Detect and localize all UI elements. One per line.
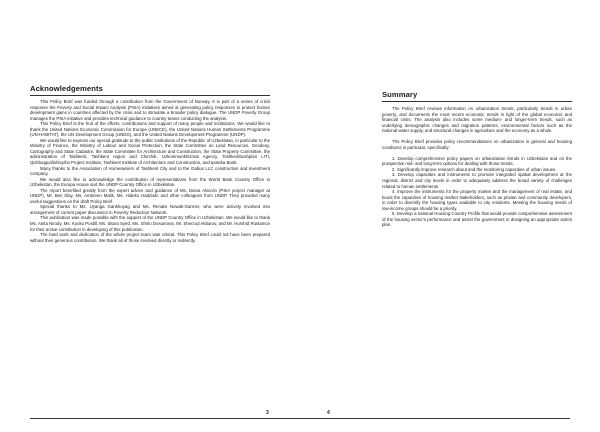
recommendation-item: 5. Develop a national Housing Country Profile that would provide comprehensive assessment of the housing sector's performance and assist the government in designing an appropriate action plan. xyxy=(382,211,572,228)
page-number: 3 xyxy=(266,410,269,416)
paragraph: The hard work and dedication of the whole project team was critical. This Policy Brief could not have been prepared without their generous contribution. We thank all of those involved directly or indirectly. xyxy=(30,232,270,243)
paragraph: We would like to express our special gratitude to the public institutions of the Republic of Uzbekistan, in particular to the Ministry of Finance, the Ministry of Labour and Social Protection, the State Committee on Land Resources, Geodesy, Cartography and State Cadastre, the State Committee for Architecture and Construction, the State Property Committee, the administration of Tashkent, Tashkent region and Chirchik, Uzkommunkhizmat Agency, Toshkentboshplan LITI, Qishloqqurilishloyiha Project Institute, Tashkent Institute of Architecture and Construction, and Ipoteka Bank. xyxy=(30,137,270,166)
recommendation-item: 4. Improve the instruments for the property market and the management of real estate, and boost the capacities of housing market stakeholders, such as private and community developers, in order to diversify the housing types available to city residents. Meeting the housing needs of low-income groups should be a priority. xyxy=(382,189,572,211)
right-page xyxy=(300,0,600,432)
paragraph: We would also like to acknowledge the contribution of representatives from the World Bank Country Office in Uzbekistan, the Europa House and the UNDP Country Office in Uzbekistan. xyxy=(30,176,270,188)
paragraph: This Policy Brief is the fruit of the efforts, contributions and support of many people and institutions. We would like to thank the United Nations Economic Commission for Europe (UNECE), the United Nations Human Settlements Programme (UN-HABITAT), the UN Development Group (UNDG), and the United Nations Development Programme (UNDP). xyxy=(30,121,270,138)
acknowledgements-body xyxy=(30,99,270,243)
recommendation-item: 1. Develop comprehensive policy papers on urbanization trends in Uzbekistan and on the prospective mid- and long-term options for dealing with those trends. xyxy=(382,155,572,167)
recommendation-item: 2. Significantly improve research about and the monitoring capacities of urban issues. xyxy=(392,166,557,172)
heading-rule xyxy=(382,101,572,102)
recommendation-item: 3. Develop capacities and instruments to promote integrated spatial development at the regional, district and city levels in order to adequately address the broad variety of challenges related to human settlements. xyxy=(382,172,572,189)
acknowledgements-heading: Acknowledgements xyxy=(30,84,103,93)
paragraph: The report benefited greatly from the expert advice and guidance of Ms. Diana Alarcón (PSIA project manager at UNDP), Mr. Ben Slay, Ms. Ambreen Malik, Ms. Hideko Hadzialic and other colleagues from UNDP. They provided many useful suggestions on the draft Policy Brief. xyxy=(30,187,270,204)
paragraph: The Policy Brief provides policy recommendations on urbanization in general and housing conditions in particular, specifically: xyxy=(382,139,572,150)
paragraph: Many thanks to the Association of Homeowners of Tashkent City and to the Gabus LLC construction and investment company. xyxy=(30,165,270,177)
paragraph: Special thanks to Ms. Uyanga Gankhuyag and Ms. Renata Nowak-Garmer, who were actively involved into arrangement of current paper discussion in Poverty Reduction Network. xyxy=(30,204,270,215)
summary-body xyxy=(382,106,572,228)
heading-rule xyxy=(30,95,270,96)
paragraph: This Policy Brief was funded through a contribution from the Government of Norway. It is part of a series of crisis response the Poverty and Social Impact Analysis (PSIA) initiatives aimed at generating policy responses to protect human development gains in countries affected by the crisis and to stimulate a broader policy dialogue. The UNDP Poverty Group manages the PSIA initiative and provides technical guidance to country teams conducting the analysis. xyxy=(30,99,270,121)
page-number: 4 xyxy=(327,410,330,416)
footer-rule xyxy=(30,418,300,419)
summary-heading: Summary xyxy=(382,90,418,99)
paragraph: The Policy Brief reviews information on urbanization trends, particularly trends in urban poverty, and documents the most recent economic trends in light of the global economic and financial crisis. The analysis also includes some medium- and longer-term trends, such as underlying demographic changes and migration patterns, environmental factors such as the national water supply, and structural changes in agriculture and the economy as a whole. xyxy=(382,106,572,134)
paragraph: This publication was made possible with the support of the UNDP Country Office in Uzbekistan. We would like to thank Ms. Anita Nirody, Ms. Kyoko Postill, Ms. Sitara Syed, Ms. Shirin Dosumova, Mr. Sherzod Akbarov, and Mr. Hurshid Rustamov for their active contribution in developing of this publication. xyxy=(30,215,270,232)
footer-rule xyxy=(300,418,570,419)
